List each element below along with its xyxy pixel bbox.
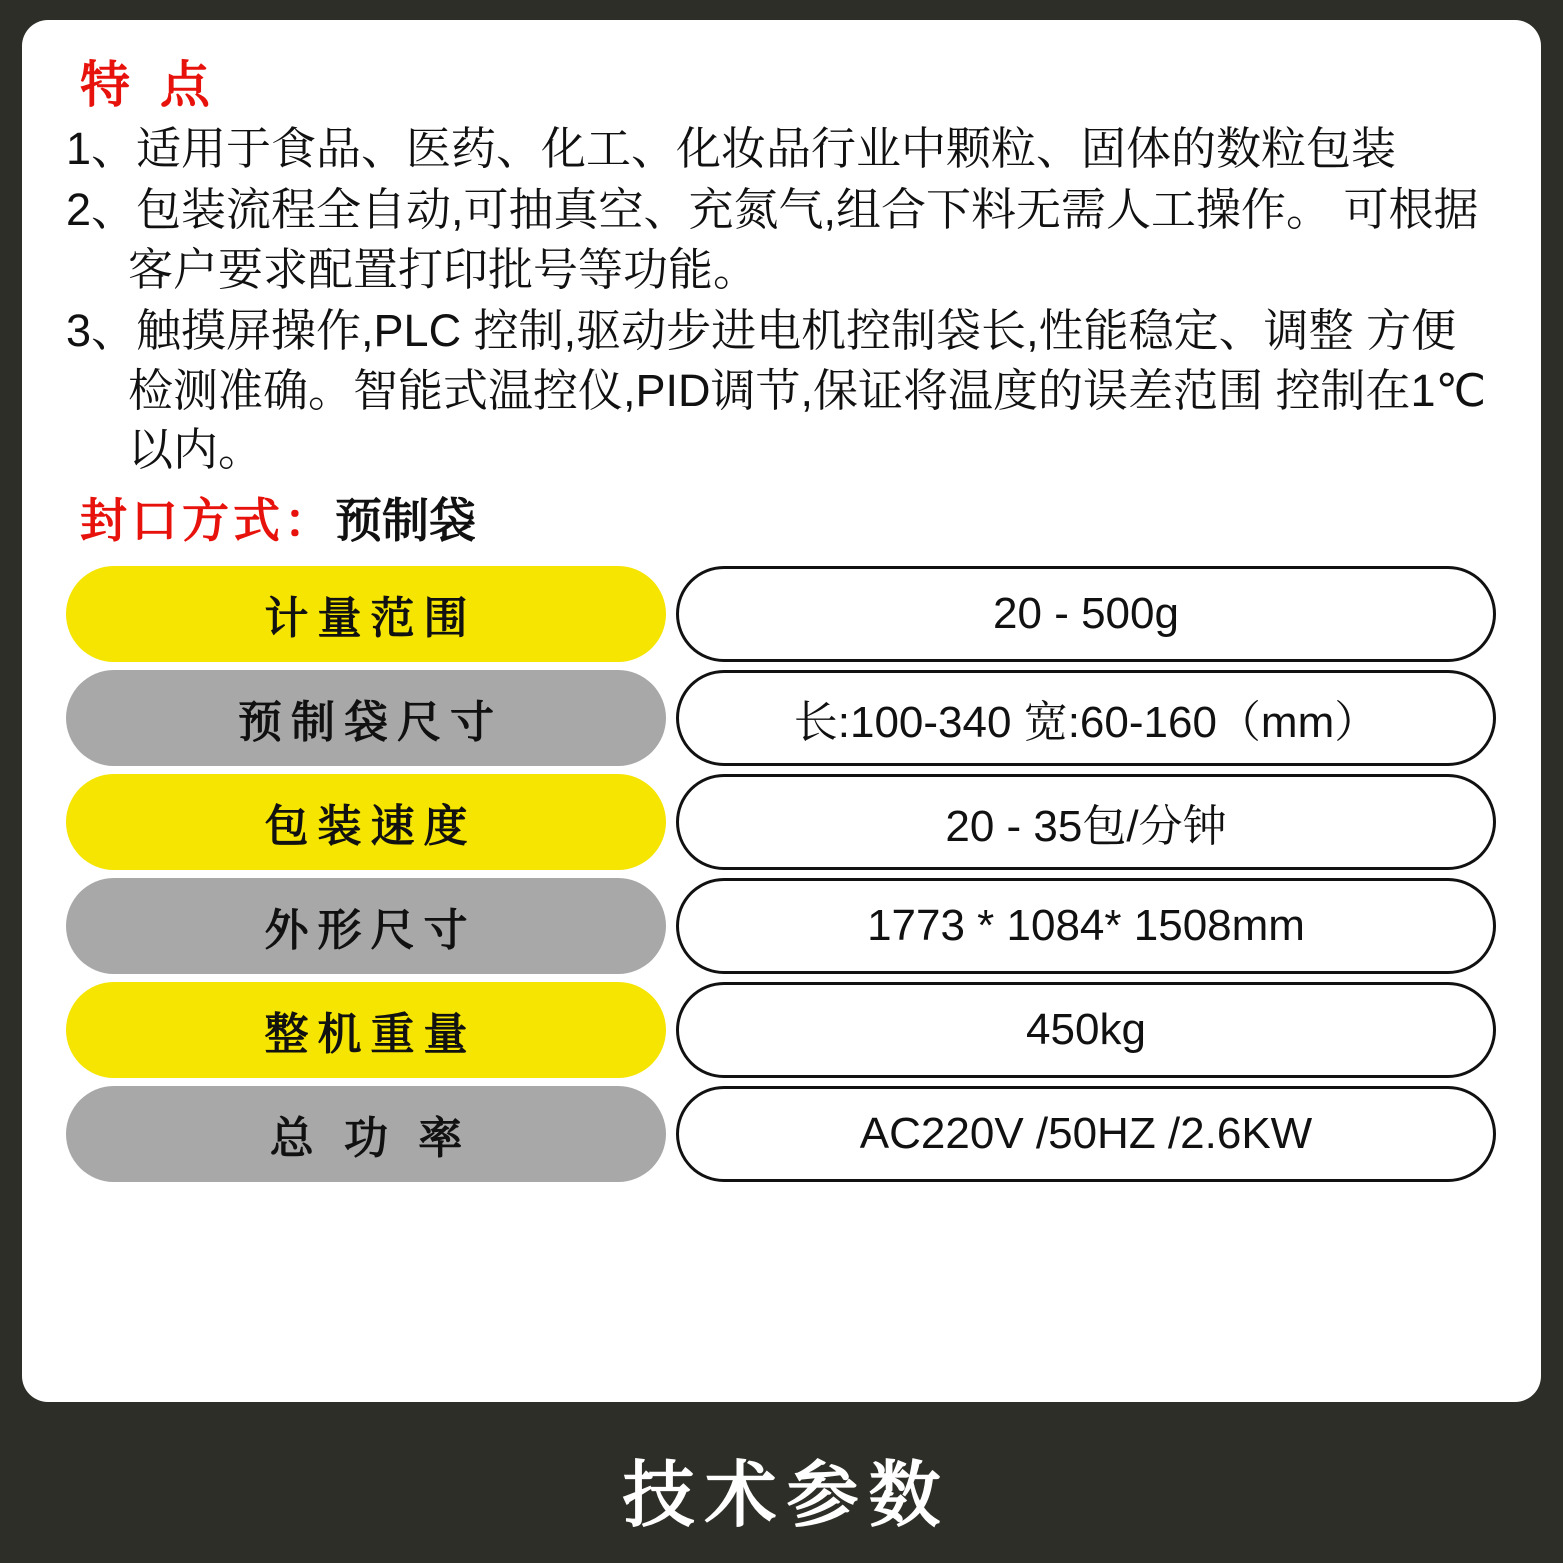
spec-key: 外形尺寸 (66, 878, 666, 974)
spec-key: 包装速度 (66, 774, 666, 870)
seal-method-line (80, 493, 1497, 549)
table-row (66, 982, 1496, 1078)
spec-key: 预制袋尺寸 (66, 670, 666, 766)
spec-key: 总 功 率 (66, 1086, 666, 1182)
spec-table (66, 566, 1496, 1182)
spec-value: 长:100-340 宽:60-160（mm） (676, 670, 1496, 766)
spec-value: 450kg (676, 982, 1496, 1078)
spec-key: 整机重量 (66, 982, 666, 1078)
seal-method-label: 封口方式： (80, 494, 335, 548)
table-row (66, 670, 1496, 766)
features-list (66, 119, 1497, 479)
feature-item: 1、适用于食品、医药、化工、化妆品行业中颗粒、固体的数粒包装 (66, 123, 1397, 174)
features-title: 特 点 (80, 57, 218, 113)
table-row (66, 878, 1496, 974)
spec-key: 计量范围 (66, 566, 666, 662)
table-row (66, 774, 1496, 870)
table-row (66, 1086, 1496, 1182)
spec-value: 20 - 35包/分钟 (676, 774, 1496, 870)
spec-value: 1773 * 1084* 1508mm (676, 878, 1496, 974)
page-title: 技术参数 (622, 1456, 951, 1536)
spec-value: 20 - 500g (676, 566, 1496, 662)
seal-method-value: 预制袋 (335, 494, 476, 548)
spec-value: AC220V /50HZ /2.6KW (676, 1086, 1496, 1182)
feature-item: 2、包装流程全自动,可抽真空、充氮气,组合下料无需人工操作。 可根据客户要求配置打印批号等功能。 (66, 184, 1479, 295)
spec-card (22, 20, 1541, 1402)
feature-item: 3、触摸屏操作,PLC 控制,驱动步进电机控制袋长,性能稳定、调整 方便检测准确。智能式温控仪,PID调节,保证将温度的误差范围 控制在1℃以内。 (66, 305, 1487, 475)
table-row (66, 566, 1496, 662)
